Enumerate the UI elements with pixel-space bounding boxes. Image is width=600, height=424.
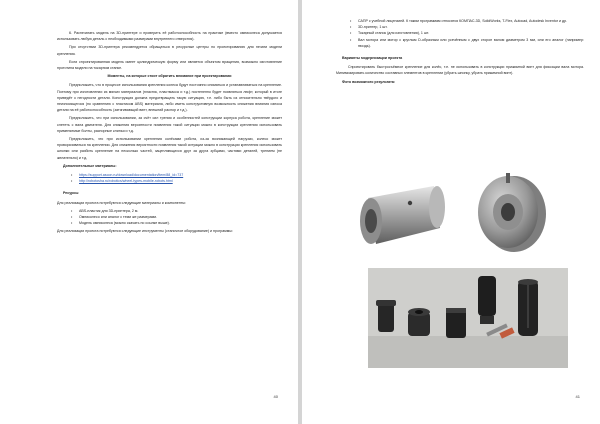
page-number: 41 — [575, 394, 580, 399]
paragraph: Для реализации проекта потребуются следующие материалы и компоненты: — [57, 200, 186, 205]
section-heading: Моменты, на которые стоит обратить внимание при проектировании — [107, 74, 232, 79]
disc-part — [478, 173, 546, 252]
paragraph: Предположить, что при использовании крепления колёсами робота, из-за возникающей нагрузки, колесо может проворачиваться на креплении. Для снижения вероятности появления такой ситуации можно в конструкции крепления использовать шпонки или разбить крепление на несколько частей, зацепляющихся друг за друга зубцами, частями деталей, трением (не желательно) и т.д. — [57, 137, 282, 160]
paragraph: Предположить, что в процессе использования крепления колеса будут постоянно сниматься и устанавливаться на крепление. Поэтому при изготовлении из мягких материалов (пластик, пластмасса и т.д.) постепенно будет появляться люфт, который в итоге приведёт к негодности детали. Конструкция должна предотвращать такую ситуацию, т.е. либо быть из относительно твёрдого и неизносящегося (по сравнению с пластиком ABS) материала, либо иметь конструктивную возможность снижения влияния износа детали на её работоспособность (затягивающий винт, внешний распор и т.д.). — [57, 83, 282, 113]
tools-list — [336, 18, 584, 49]
list-item: • Вал мотора или мотор с круглым D-образным или усечённым с двух сторон валом диаметром 3 мм, или его аналог (например: гвоздь). — [358, 37, 584, 49]
paragraph: Предположить, что при использовании, за счёт сил трения и особенностей конструкции корпуса робота, крепление может слететь с вала двигателя. Для снижения вероятности появления такой ситуации можно в конструкции крепления использовать применяемые болты, распорные клинья и т.д. — [57, 116, 282, 133]
left-page-text — [57, 30, 282, 237]
printed-part — [446, 308, 466, 338]
paragraph: 6. Распечатать модель на 3D-принтере и проверить её работоспособность на практике (вместо омниколеса допускается использовать любую деталь с необходимыми размерами внутреннего отверстия). — [57, 31, 282, 42]
paragraph: Если спроектированная модель имеет цилиндрическую форму или является объектом вращения, возможно изготовление прототипа модели на токарном станке. — [57, 59, 282, 71]
render-photo-parts — [338, 168, 562, 258]
section-heading: Варианты модернизации проекта — [342, 56, 403, 61]
printed-part — [518, 279, 538, 336]
cylinder-part — [360, 186, 445, 244]
page-number: 40 — [273, 394, 278, 399]
links-list — [57, 172, 282, 184]
list-item: • Токарный станок (для изготовления), 1 шт. — [358, 30, 584, 36]
list-item: • Модель омниколеса (можно скачать по ссылке выше). — [79, 220, 282, 226]
section-heading: Фото возможного результата: — [342, 79, 396, 84]
list-item — [79, 178, 282, 184]
section-heading: Дополнительные материалы: — [63, 163, 117, 168]
left-page — [0, 0, 298, 424]
right-page — [302, 0, 600, 424]
paragraph: Спроектировать быстросъёмное крепление для колёс, т.е. не использовать в конструкции прижимной винт для фиксации вала мотора. Минимизировать количество составных элементов в креплении (убрать шпонку, убрать прижимной винт). — [336, 65, 584, 76]
printed-part — [478, 276, 496, 324]
list-item: • 3D-принтер, 1 шт. — [358, 24, 584, 30]
printed-part — [408, 308, 430, 336]
link[interactable]: http://robotosha.ru/robotics/wheel-types-mobile-robots.html — [79, 179, 173, 184]
section-heading: Ресурсы — [63, 191, 79, 196]
list-item: • Омниколесо или аналог с теми же размерами. — [79, 214, 282, 220]
paragraph: Для реализации проекта потребуются следующие инструменты (станочное оборудование) и программы: — [57, 229, 233, 234]
link[interactable]: https://support.ascon.ru/download/documentation/item/88_id=737 — [79, 173, 184, 178]
photo-printed-parts — [368, 268, 568, 368]
right-page-text — [336, 19, 584, 88]
printed-part — [376, 300, 396, 332]
list-item: • САПР с учебной лицензией. К таким программам относятся КОМПАС-3D, SolidWorks, T-Flex, Autocad, Autodesk Inventor и др. — [358, 18, 584, 24]
materials-list — [57, 208, 282, 227]
paragraph: При отсутствии 3D-принтера рекомендуется обращаться в ресурсные центры по проектированию для печати модели крепления. — [57, 45, 282, 56]
list-item: • ABS-пластик для 3D-принтера, 2 м. — [79, 208, 282, 214]
